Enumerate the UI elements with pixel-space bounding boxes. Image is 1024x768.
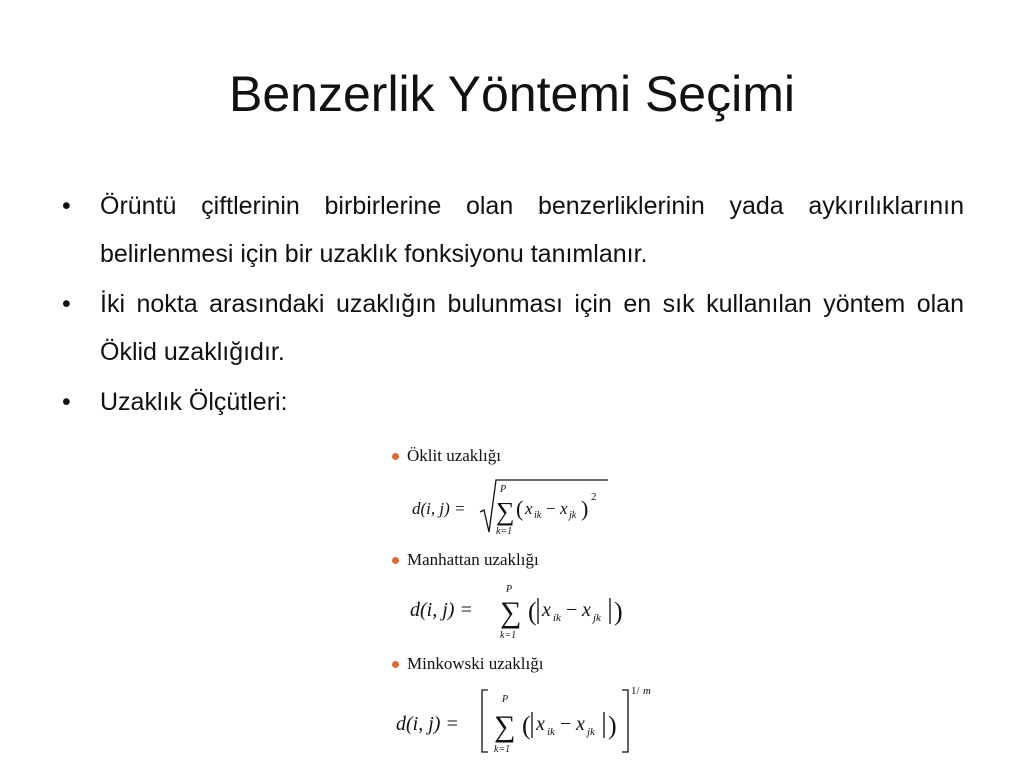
svg-text:(: ( (522, 711, 531, 740)
svg-text:ik: ik (553, 612, 561, 624)
distance-formulas-figure (388, 440, 688, 765)
bullet-list (62, 182, 964, 428)
svg-text:(: ( (528, 597, 537, 626)
bullet-text: Uzaklık Ölçütleri: (100, 388, 288, 416)
bullet-item (62, 182, 964, 278)
bullet-dot-icon: • (62, 290, 71, 318)
svg-text:k=1: k=1 (496, 526, 513, 537)
bullet-text: Örüntü çiftlerinin birbirlerine olan benzerliklerinin yada aykırılıklarının belirlenmesi için bir uzaklık fonksiyonu tanımlanır. (100, 192, 964, 268)
orange-bullet-icon (392, 661, 399, 668)
formula-title-manhattan: Manhattan uzaklığı (388, 550, 539, 570)
formula-title-euclidean: Öklit uzaklığı (388, 446, 501, 466)
svg-text:x: x (536, 713, 545, 735)
svg-text:1/: 1/ (631, 685, 640, 697)
orange-bullet-icon (392, 453, 399, 460)
bullet-text: İki nokta arasındaki uzaklığın bulunması için en sık kullanılan yöntem olan Öklid uzaklığıdır. (100, 290, 964, 366)
svg-text:x: x (525, 499, 533, 518)
svg-text:): ) (608, 711, 617, 740)
bullet-item (62, 378, 964, 426)
svg-text:x: x (582, 599, 591, 621)
svg-text:x: x (576, 713, 585, 735)
svg-text:d(i, j) =: d(i, j) = (412, 499, 466, 518)
svg-text:d(i, j) =: d(i, j) = (396, 713, 459, 735)
svg-text:−: − (566, 599, 578, 621)
svg-text:): ) (614, 597, 623, 626)
orange-bullet-icon (392, 557, 399, 564)
svg-text:P: P (502, 694, 509, 705)
svg-text:d(i, j) =: d(i, j) = (410, 599, 473, 621)
bullet-dot-icon: • (62, 388, 71, 416)
bullet-item (62, 280, 964, 376)
svg-text:∑: ∑ (500, 596, 522, 629)
formula-manhattan (388, 578, 648, 644)
svg-text:jk: jk (569, 510, 577, 521)
svg-text:∑: ∑ (494, 710, 516, 743)
svg-text:x: x (560, 499, 568, 518)
svg-text:ik: ik (547, 726, 555, 738)
svg-text:2: 2 (591, 491, 597, 503)
svg-text:m: m (643, 685, 651, 697)
svg-text:jk: jk (587, 726, 595, 738)
svg-text:−: − (560, 713, 572, 735)
bullet-dot-icon: • (62, 192, 71, 220)
svg-text:k=1: k=1 (494, 744, 511, 755)
svg-text:): ) (581, 496, 589, 521)
slide-title: Benzerlik Yöntemi Seçimi (229, 66, 795, 122)
formula-minkowski (388, 680, 678, 760)
formula-title-minkowski: Minkowski uzaklığı (388, 654, 543, 674)
svg-text:ik: ik (534, 510, 542, 521)
svg-text:(: ( (516, 496, 524, 521)
svg-text:P: P (506, 584, 513, 595)
svg-text:P: P (500, 484, 507, 495)
svg-text:x: x (542, 599, 551, 621)
svg-text:∑: ∑ (496, 497, 515, 526)
svg-text:k=1: k=1 (500, 630, 517, 641)
svg-text:−: − (546, 499, 556, 518)
formula-euclidean (388, 476, 628, 540)
svg-text:jk: jk (593, 612, 601, 624)
